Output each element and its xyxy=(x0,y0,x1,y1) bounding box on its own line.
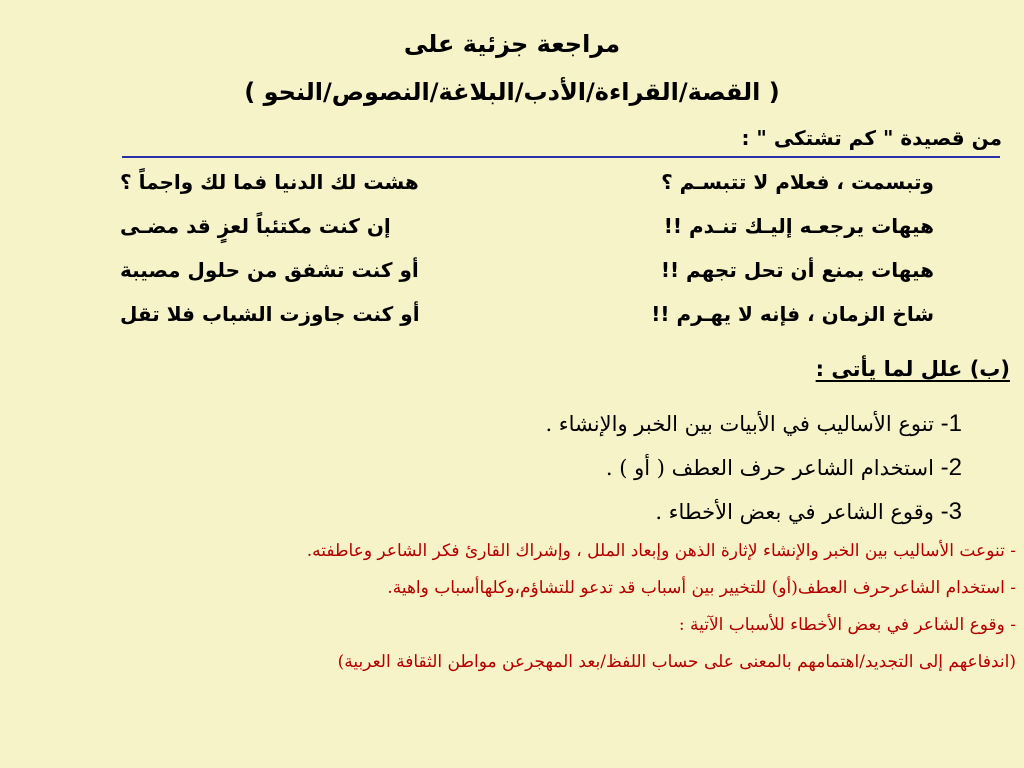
answer-line: - وقوع الشاعر في بعض الأخطاء للأسباب الآتية : xyxy=(678,615,1016,635)
question-item xyxy=(545,410,962,438)
question-item xyxy=(655,498,962,526)
answer-line: - استخدام الشاعرحرف العطف(أو) للتخيير بين أسباب قد تدعو للتشاؤم،وكلهاأسباب واهية. xyxy=(387,578,1016,598)
poem-verse xyxy=(120,302,934,336)
verse-first-hemistich: أو كنت جاوزت الشباب فلا تقل xyxy=(120,302,420,326)
page-subtitle: ( القصة/القراءة/الأدب/البلاغة/النصوص/النحو ) xyxy=(244,78,780,106)
question-text: وقوع الشاعر في بعض الأخطاء . xyxy=(655,500,934,524)
verse-first-hemistich: إن كنت مكتئباً لعزٍ قد مضـى xyxy=(120,214,391,238)
question-text: استخدام الشاعر حرف العطف ( أو ) . xyxy=(605,456,934,480)
question-item xyxy=(606,454,962,482)
poem-verse xyxy=(120,258,934,292)
question-number: 3- xyxy=(940,498,962,525)
question-number: 2- xyxy=(940,454,962,481)
verse-second-hemistich: شاخ الزمان ، فإنه لا يهـرم !! xyxy=(651,302,934,326)
section-b-heading: (ب) علل لما يأتى : xyxy=(815,357,1010,381)
verse-first-hemistich: أو كنت تشفق من حلول مصيبة xyxy=(120,258,419,282)
answer-line: (اندفاعهم إلى التجديد/اهتمامهم بالمعنى على حساب اللفظ/بعد المهجرعن مواطن الثقافة العربية) xyxy=(337,652,1016,672)
verse-second-hemistich: وتبسمت ، فعلام لا تتبسـم ؟ xyxy=(661,170,934,194)
verse-second-hemistich: هيهات يرجعـه إليـك تنـدم !! xyxy=(663,214,934,238)
verse-first-hemistich: هشت لك الدنيا فما لك واجماً ؟ xyxy=(120,170,419,194)
question-text: تنوع الأساليب في الأبيات بين الخبر والإنشاء . xyxy=(545,412,934,436)
verse-second-hemistich: هيهات يمنع أن تحل تجهم !! xyxy=(660,258,934,282)
poem-verse xyxy=(120,214,934,248)
answer-line: - تنوعت الأساليب بين الخبر والإنشاء لإثارة الذهن وإبعاد الملل ، وإشراك القارئ فكر الشاعر وعاطفته. xyxy=(306,541,1016,561)
question-number: 1- xyxy=(940,410,962,437)
poem-heading: من قصيدة " كم تشتكى " : xyxy=(741,126,1002,150)
poem-heading-underline xyxy=(122,156,1000,158)
poem-verse xyxy=(120,170,934,204)
page-title: مراجعة جزئية على xyxy=(403,30,621,58)
